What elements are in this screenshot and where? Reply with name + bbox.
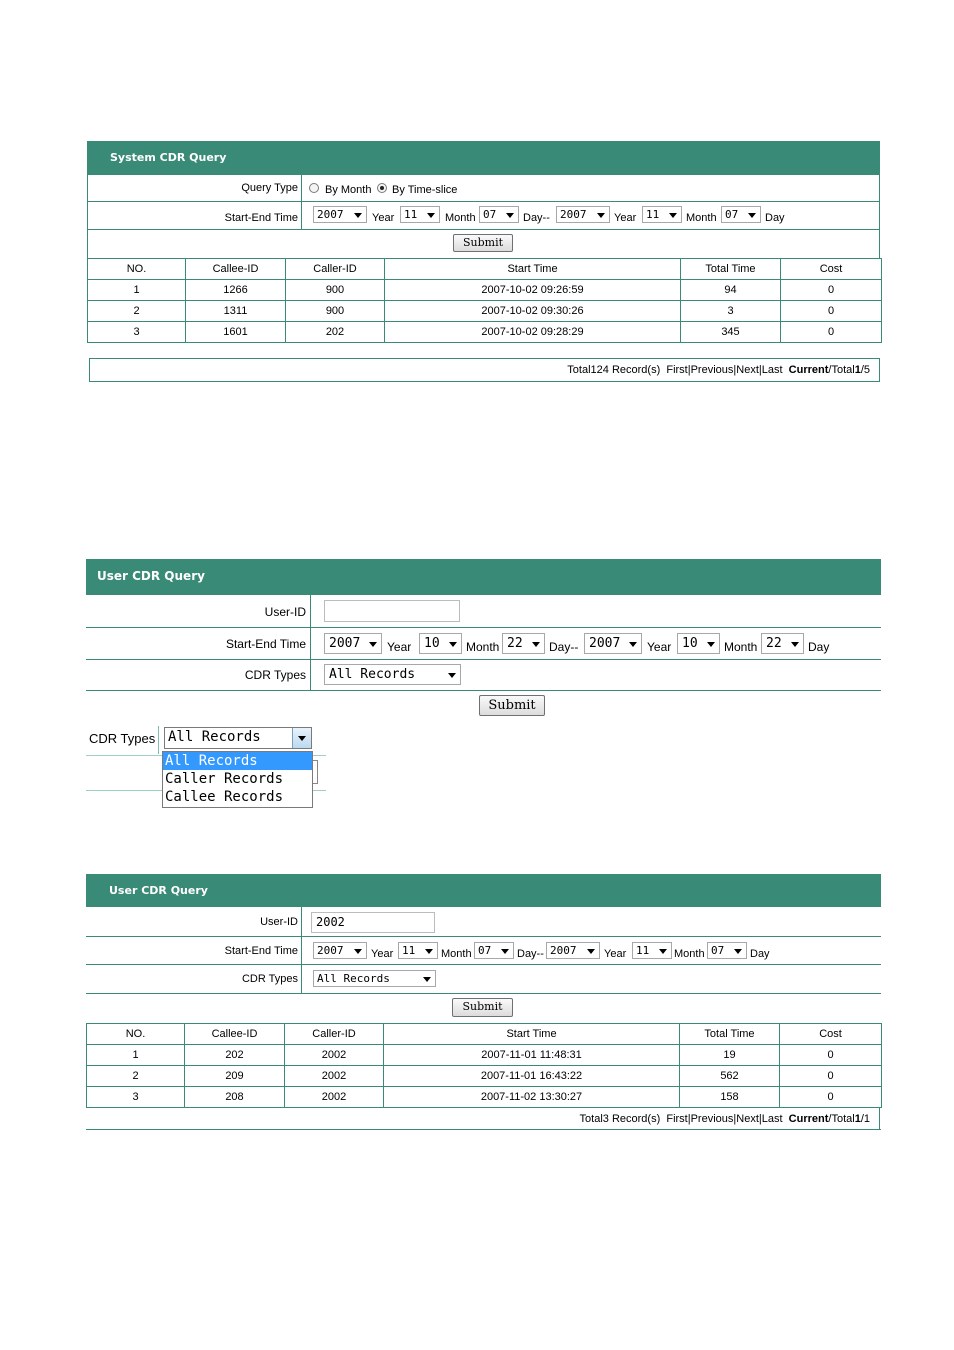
panel-header [86, 874, 881, 907]
chevron-down-icon [587, 949, 595, 954]
end-month-select[interactable]: 11 [632, 942, 672, 959]
day-unit: Day [765, 212, 785, 224]
start-year-select[interactable]: 2007 [313, 206, 367, 223]
day-separator: Day-- [517, 948, 544, 960]
column-header: Total Time [681, 259, 781, 280]
table-row: 1 1266 900 2007-10-02 09:26:59 94 0 [88, 280, 882, 301]
column-header: Cost [780, 1024, 882, 1045]
column-header: Start Time [384, 1024, 680, 1045]
table-row: 3 1601 202 2007-10-02 09:28:29 345 0 [88, 322, 882, 343]
by-time-slice-radio[interactable] [377, 183, 387, 193]
chevron-down-icon [669, 213, 677, 218]
submit-button[interactable]: Submit [479, 695, 545, 716]
chevron-down-icon [506, 213, 514, 218]
day-separator: Day-- [523, 212, 550, 224]
chevron-down-icon [354, 949, 362, 954]
day-separator: Day-- [549, 640, 579, 654]
year-unit: Year [387, 640, 412, 654]
pager-links[interactable]: First|Previous|Next|Last [666, 1113, 783, 1125]
total-pages: /1 [860, 1113, 870, 1125]
cdr-table [87, 258, 882, 343]
table-row: 3 208 2002 2007-11-02 13:30:27 158 0 [87, 1087, 882, 1108]
year-unit: Year [372, 212, 395, 224]
end-year-select[interactable]: 2007 [584, 633, 642, 654]
start-end-time-label: Start-End Time [225, 637, 306, 651]
column-header: NO. [87, 1024, 185, 1045]
table-row: 2 209 2002 2007-11-01 16:43:22 562 0 [87, 1066, 882, 1087]
start-day-select[interactable]: 07 [479, 206, 519, 223]
end-day-select[interactable]: 22 [761, 633, 804, 654]
chevron-down-icon [425, 949, 433, 954]
month-unit: Month [674, 948, 705, 960]
year-unit: Year [604, 948, 627, 960]
current-label: Current [788, 364, 829, 376]
current-label: Current [788, 1113, 829, 1125]
start-end-time-label: Start-End Time [224, 945, 298, 957]
panel-title: System CDR Query [110, 151, 227, 164]
end-day-select[interactable]: 07 [721, 206, 761, 223]
user-id-label: User-ID [264, 605, 306, 619]
end-year-select[interactable]: 2007 [546, 942, 600, 959]
user-id-input[interactable]: 2002 [311, 912, 435, 933]
table-row: 2 1311 900 2007-10-02 09:30:26 3 0 [88, 301, 882, 322]
chevron-down-icon [501, 949, 509, 954]
cdr-types-label: CDR Types [89, 731, 156, 746]
chevron-down-icon [748, 213, 756, 218]
chevron-down-icon [791, 642, 799, 647]
start-year-select[interactable]: 2007 [324, 633, 382, 654]
chevron-down-icon [532, 642, 540, 647]
pager: Total3 Record(s) First|Previous|Next|Last Current/Total1/1 [579, 1113, 870, 1125]
column-header: Start Time [385, 259, 681, 280]
cdr-types-select-open[interactable]: All Records [164, 727, 312, 749]
start-month-select[interactable]: 11 [400, 206, 440, 223]
cdr-types-label: CDR Types [241, 973, 298, 985]
total-records: Total3 Record(s) [579, 1113, 661, 1125]
total-pages: /5 [860, 364, 870, 376]
column-header: Caller-ID [285, 1024, 384, 1045]
start-month-select[interactable]: 11 [398, 942, 438, 959]
table-header-row [88, 259, 882, 280]
user-id-input[interactable] [324, 600, 460, 622]
column-header: Callee-ID [185, 1024, 285, 1045]
chevron-down-icon [354, 213, 362, 218]
current-page: 1 [854, 364, 861, 376]
month-unit: Month [441, 948, 472, 960]
chevron-down-icon [448, 673, 456, 678]
cdr-types-select[interactable]: All Records [313, 970, 436, 987]
submit-button[interactable]: Submit [453, 234, 513, 252]
cdr-table [86, 1023, 882, 1108]
chevron-down-icon [298, 736, 306, 741]
by-time-slice-label: By Time-slice [392, 184, 458, 196]
day-unit: Day [750, 948, 770, 960]
cdr-types-options-list [162, 751, 313, 808]
chevron-down-icon [707, 642, 715, 647]
chevron-down-icon [597, 213, 605, 218]
chevron-down-icon [659, 949, 667, 954]
option-caller-records[interactable]: Caller Records [165, 771, 284, 787]
option-all-records[interactable]: All Records [163, 752, 312, 770]
chevron-down-icon [629, 642, 637, 647]
total-records: Total124 Record(s) [567, 364, 661, 376]
option-callee-records[interactable]: Callee Records [165, 789, 284, 805]
start-day-select[interactable]: 22 [502, 633, 545, 654]
current-page: 1 [854, 1113, 861, 1125]
column-header: Caller-ID [286, 259, 385, 280]
chevron-down-icon [427, 213, 435, 218]
query-type-label: Query Type [241, 182, 298, 194]
end-year-select[interactable]: 2007 [556, 206, 610, 223]
chevron-down-icon [734, 949, 742, 954]
end-day-select[interactable]: 07 [707, 942, 747, 959]
column-header: Total Time [680, 1024, 780, 1045]
year-unit: Year [647, 640, 672, 654]
end-month-select[interactable]: 11 [642, 206, 682, 223]
chevron-down-icon [449, 642, 457, 647]
year-unit: Year [614, 212, 637, 224]
month-unit: Month [466, 640, 500, 654]
start-end-time-label: Start-End Time [224, 212, 298, 224]
table-header-row [87, 1024, 882, 1045]
panel-header [87, 141, 880, 174]
submit-button[interactable]: Submit [452, 998, 513, 1017]
column-header: NO. [88, 259, 186, 280]
start-year-select[interactable]: 2007 [313, 942, 367, 959]
month-unit: Month [445, 212, 476, 224]
chevron-down-icon [423, 977, 431, 982]
by-month-label: By Month [325, 184, 372, 196]
day-unit: Day [808, 640, 830, 654]
cdr-types-select[interactable]: All Records [324, 664, 461, 685]
dropdown-arrow-button[interactable] [292, 728, 311, 748]
year-unit: Year [371, 948, 394, 960]
start-month-select[interactable]: 10 [419, 633, 462, 654]
by-month-radio[interactable] [309, 183, 319, 193]
chevron-down-icon [369, 642, 377, 647]
start-day-select[interactable]: 07 [474, 942, 514, 959]
cdr-types-label: CDR Types [244, 668, 306, 682]
user-id-label: User-ID [260, 916, 298, 928]
pager: Total124 Record(s) First|Previous|Next|Last Current/Total1/5 [567, 364, 870, 376]
panel-title: User CDR Query [97, 569, 205, 583]
pager-links[interactable]: First|Previous|Next|Last [666, 364, 783, 376]
table-row: 1 202 2002 2007-11-01 11:48:31 19 0 [87, 1045, 882, 1066]
panel-title: User CDR Query [109, 884, 208, 897]
month-unit: Month [724, 640, 758, 654]
column-header: Callee-ID [186, 259, 286, 280]
panel-header [86, 559, 881, 595]
column-header: Cost [781, 259, 882, 280]
month-unit: Month [686, 212, 717, 224]
end-month-select[interactable]: 10 [677, 633, 720, 654]
